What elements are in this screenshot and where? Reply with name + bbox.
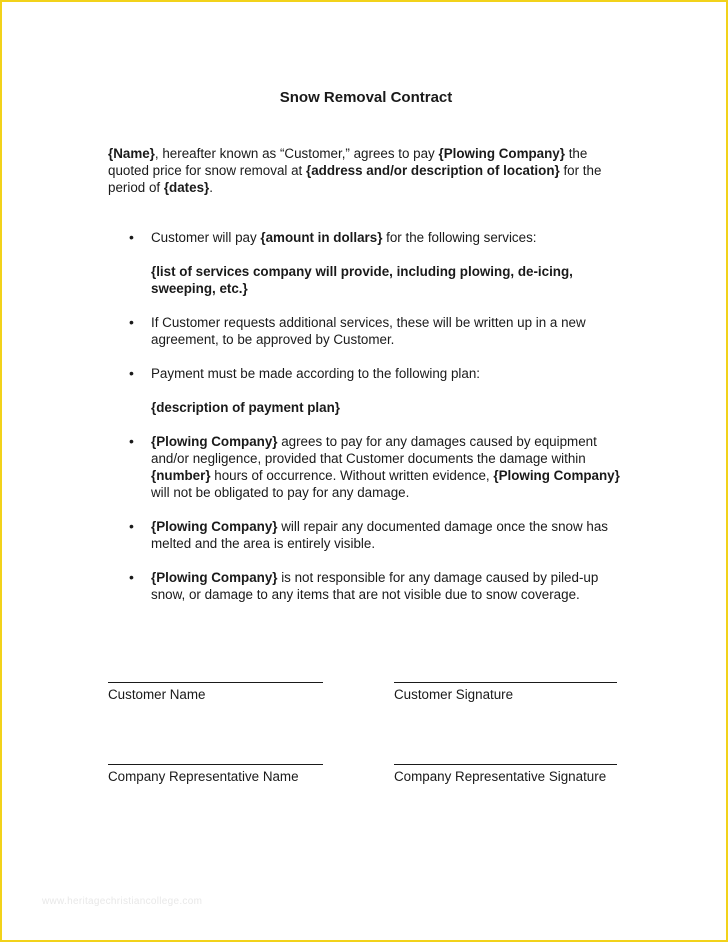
company-rep-name-label: Company Representative Name xyxy=(108,769,299,784)
bullet-text: will repair any documented damage once the snow has melted and the area is entirely visible. xyxy=(151,519,608,551)
bullet-text: If Customer requests additional services, these will be written up in a new agreement, to be approved by Customer. xyxy=(151,315,586,347)
amount-placeholder: {amount in dollars} xyxy=(260,230,383,245)
page-title: Snow Removal Contract xyxy=(279,89,453,106)
bullet-text: will not be obligated to pay for any damage. xyxy=(151,485,410,500)
services-placeholder: {list of services company will provide, including plowing, de-icing, sweeping, etc.} xyxy=(151,264,573,296)
address-placeholder: {address and/or description of location} xyxy=(305,163,560,178)
list-item xyxy=(108,229,628,246)
company-placeholder: {Plowing Company} xyxy=(438,146,565,161)
intro-text-3: for the period of xyxy=(108,163,602,195)
company-placeholder: {Plowing Company} xyxy=(493,468,620,483)
company-placeholder: {Plowing Company} xyxy=(151,519,278,534)
bullet-text: Customer will pay xyxy=(151,230,261,245)
list-item xyxy=(108,365,628,382)
list-item xyxy=(108,314,628,348)
company-rep-signature-block xyxy=(394,764,617,785)
list-item xyxy=(108,518,628,552)
customer-name-label: Customer Name xyxy=(108,687,206,702)
customer-signature-block xyxy=(394,682,617,703)
company-rep-name-signature-block xyxy=(108,764,323,785)
intro-text-4: . xyxy=(209,180,213,195)
bullet-text: hours of occurrence. Without written evidence, xyxy=(210,468,494,483)
terms-list xyxy=(108,229,628,620)
signature-line[interactable] xyxy=(394,682,617,683)
intro-text-1: , hereafter known as “Customer,” agrees to pay xyxy=(154,146,439,161)
bullet-text: for the following services: xyxy=(382,230,537,245)
intro-text-2: the quoted price for snow removal at xyxy=(108,146,588,178)
signature-line[interactable] xyxy=(394,764,617,765)
name-placeholder: {Name} xyxy=(108,146,155,161)
bullet-text: Payment must be made according to the following plan: xyxy=(151,366,480,381)
bullet-text: agrees to pay for any damages caused by equipment and/or negligence, provided that Customer documents the damage within xyxy=(151,434,597,466)
watermark-text: www.heritagechristiancollege.com xyxy=(42,896,203,907)
company-rep-signature-label: Company Representative Signature xyxy=(394,769,607,784)
customer-name-signature-block xyxy=(108,682,323,703)
list-item xyxy=(108,569,628,603)
company-placeholder: {Plowing Company} xyxy=(151,434,278,449)
intro-paragraph xyxy=(108,145,628,196)
signature-line[interactable] xyxy=(108,682,323,683)
payment-plan-placeholder: {description of payment plan} xyxy=(151,400,340,415)
signature-line[interactable] xyxy=(108,764,323,765)
bullet-text: is not responsible for any damage caused by piled-up snow, or damage to any items that are not visible due to snow coverage. xyxy=(151,570,599,602)
number-placeholder: {number} xyxy=(151,468,211,483)
dates-placeholder: {dates} xyxy=(163,180,210,195)
list-item xyxy=(108,433,628,501)
customer-signature-label: Customer Signature xyxy=(394,687,514,702)
company-placeholder: {Plowing Company} xyxy=(151,570,278,585)
